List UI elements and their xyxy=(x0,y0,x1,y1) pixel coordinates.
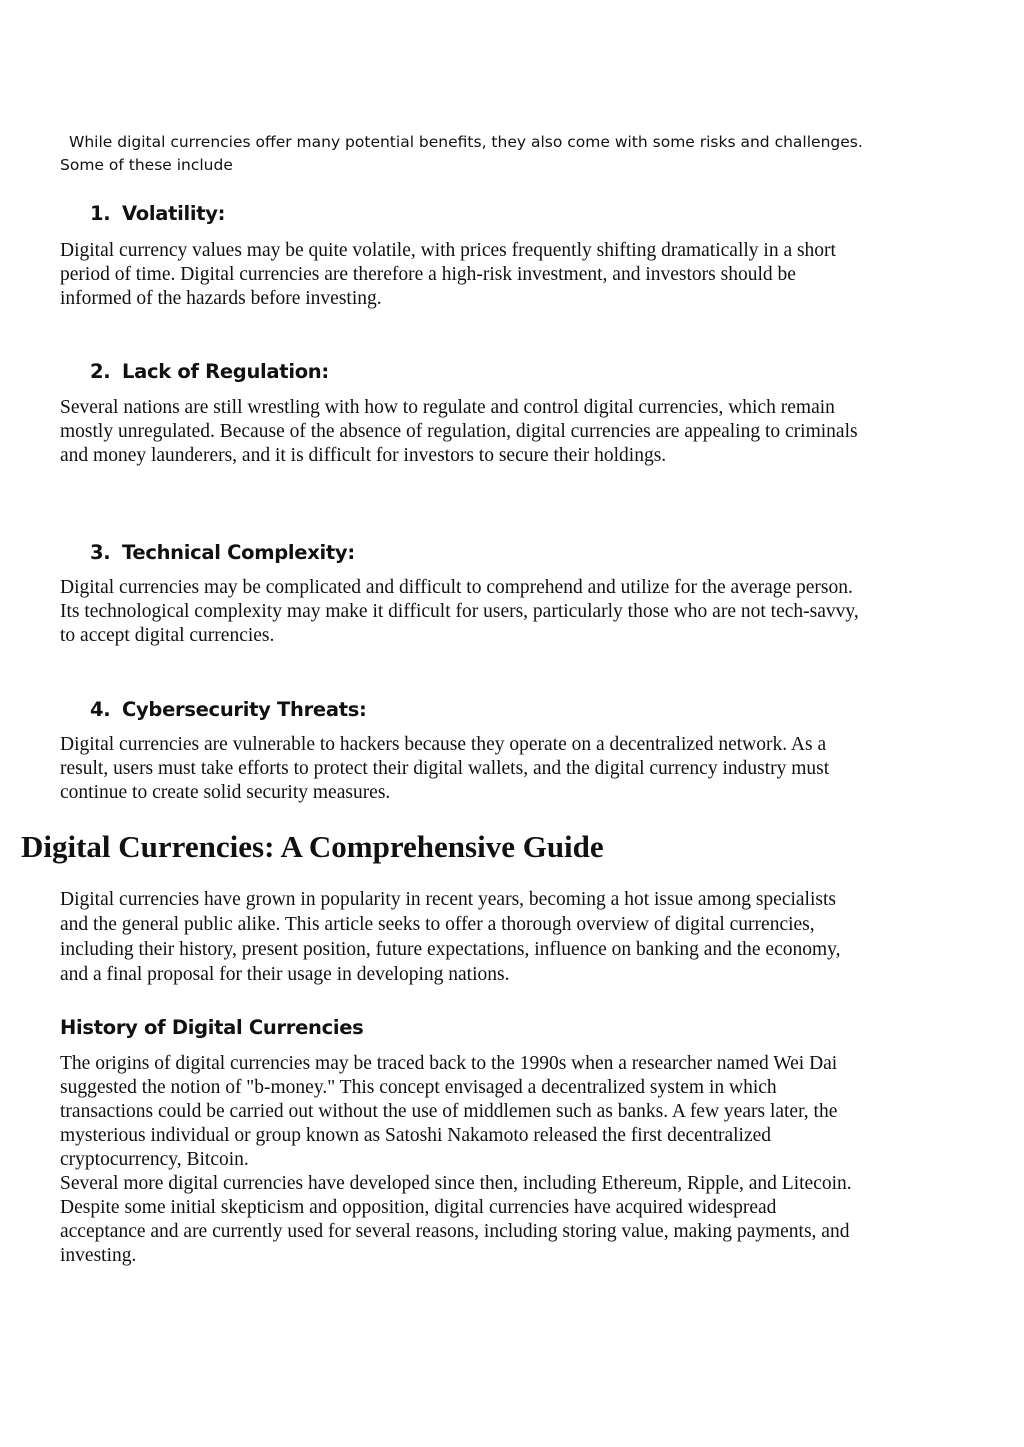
risk-text-volatility xyxy=(60,239,860,311)
risk-text-regulation xyxy=(60,396,860,468)
guide-intro-text: Digital currencies have grown in popularity in recent years, becoming a hot issue among specialists and the general public alike. This article seeks to offer a thorough overview of digital currencies, including their history, present position, future expectations, influence on banking and the economy, and a final proposal for their usage in developing nations. xyxy=(60,889,841,985)
history-paragraph-1: The origins of digital currencies may be traced back to the 1990s when a researcher named Wei Dai suggested the notion of "b-money." This concept envisaged a decentralized system in which transactions could be carried out without the use of middlemen such as banks. A few years later, the mysterious individual or group known as Satoshi Nakamoto released the first decentralized cryptocurrency, Bitcoin. xyxy=(60,1053,838,1170)
risk-number: 3. xyxy=(90,541,111,564)
intro-paragraph xyxy=(60,131,880,177)
risk-text: Digital currencies are vulnerable to hackers because they operate on a decentralized network. As a result, users must take efforts to protect their digital wallets, and the digital currency industry must continue to create solid security measures. xyxy=(60,734,830,803)
risk-text: Digital currency values may be quite volatile, with prices frequently shifting dramatically in a short period of time. Digital currencies are therefore a high-risk investment, and investors should be informed of the hazards before investing. xyxy=(60,240,836,309)
risk-heading-volatility xyxy=(90,202,225,225)
guide-title: Digital Currencies: A Comprehensive Guide xyxy=(21,829,604,864)
risk-number: 4. xyxy=(90,698,111,721)
risk-heading-regulation xyxy=(90,360,329,383)
risk-text: Digital currencies may be complicated and difficult to comprehend and utilize for the average person. Its technological complexity may make it difficult for users, particularly those who are not tech-savvy, to accept digital currencies. xyxy=(60,577,859,646)
intro-line-2: Some of these include xyxy=(60,156,233,174)
risk-number: 1. xyxy=(90,202,111,225)
risk-title: Volatility: xyxy=(122,202,226,225)
history-paragraph-2: Several more digital currencies have developed since then, including Ethereum, Ripple, and Litecoin. Despite some initial skepticism and opposition, digital currencies have acquired widespread acceptance and are currently used for several reasons, including storing value, making payments, and investing. xyxy=(60,1173,852,1266)
risk-text: Several nations are still wrestling with how to regulate and control digital currencies, which remain mostly unregulated. Because of the absence of regulation, digital currencies are appealing to criminals and money launderers, and it is difficult for investors to secure their holdings. xyxy=(60,397,858,466)
risk-text-complexity xyxy=(60,576,860,648)
risk-title: Lack of Regulation: xyxy=(122,360,329,383)
intro-line-1: While digital currencies offer many potential benefits, they also come with some risks and challenges. xyxy=(69,133,863,151)
risk-number: 2. xyxy=(90,360,111,383)
history-heading: History of Digital Currencies xyxy=(60,1016,364,1039)
risk-heading-complexity xyxy=(90,541,355,564)
guide-intro xyxy=(60,887,860,987)
risk-heading-cybersecurity xyxy=(90,698,367,721)
risk-text-cybersecurity xyxy=(60,733,860,805)
history-body xyxy=(60,1052,860,1268)
risk-title: Technical Complexity: xyxy=(122,541,355,564)
risk-title: Cybersecurity Threats: xyxy=(122,698,367,721)
